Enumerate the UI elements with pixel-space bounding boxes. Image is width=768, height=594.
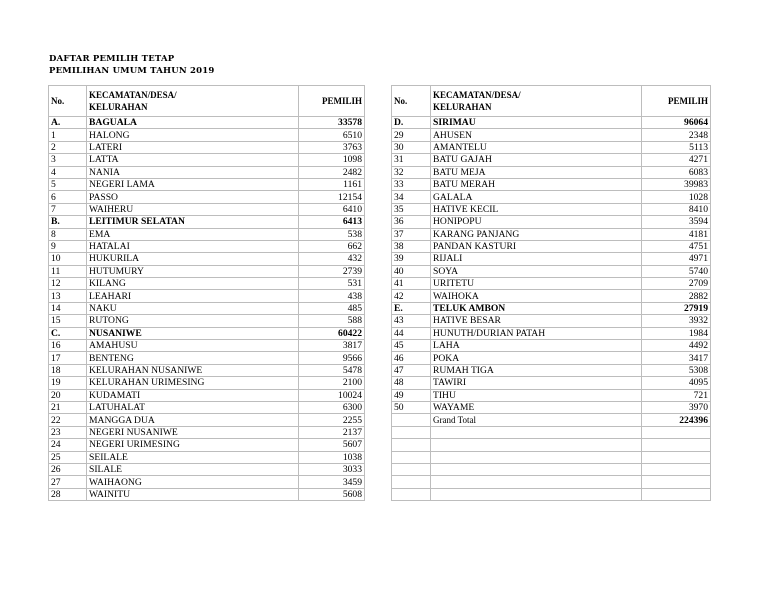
voter-count: 2255 bbox=[299, 414, 365, 426]
row-number: 48 bbox=[392, 377, 431, 389]
row-number: B. bbox=[49, 216, 87, 228]
table-row bbox=[49, 451, 365, 463]
row-number: 50 bbox=[392, 401, 431, 413]
table-row bbox=[392, 488, 711, 500]
table-row bbox=[392, 451, 711, 463]
voter-count: 5607 bbox=[299, 439, 365, 451]
area-name: LEAHARI bbox=[87, 290, 299, 302]
table-row bbox=[392, 290, 711, 302]
voter-count: 3763 bbox=[299, 141, 365, 153]
table-row bbox=[49, 488, 365, 500]
voter-count: 96064 bbox=[642, 117, 711, 129]
area-name: BAGUALA bbox=[87, 117, 299, 129]
voter-count: 3932 bbox=[642, 315, 711, 327]
district-row bbox=[49, 117, 365, 129]
area-name: KARANG PANJANG bbox=[431, 228, 642, 240]
table-row bbox=[392, 240, 711, 252]
voter-count: 1984 bbox=[642, 327, 711, 339]
area-name: AMANTELU bbox=[431, 141, 642, 153]
area-name: KELURAHAN URIMESING bbox=[87, 377, 299, 389]
row-number: 9 bbox=[49, 240, 87, 252]
area-name bbox=[431, 426, 642, 438]
area-name: RUMAH TIGA bbox=[431, 364, 642, 376]
voter-count: 2482 bbox=[299, 166, 365, 178]
area-name: SEILALE bbox=[87, 451, 299, 463]
row-number: 47 bbox=[392, 364, 431, 376]
header-no: No. bbox=[49, 86, 87, 117]
document-title bbox=[49, 53, 214, 77]
voter-count bbox=[642, 463, 711, 475]
area-name: SOYA bbox=[431, 265, 642, 277]
row-number bbox=[392, 463, 431, 475]
header-area-line-1: KECAMATAN/DESA/ bbox=[89, 90, 177, 100]
row-number: 36 bbox=[392, 216, 431, 228]
voter-count: 2882 bbox=[642, 290, 711, 302]
voter-count: 6083 bbox=[642, 166, 711, 178]
grand-total-row bbox=[392, 414, 711, 426]
voter-count: 4492 bbox=[642, 340, 711, 352]
row-number: 13 bbox=[49, 290, 87, 302]
voter-count: 432 bbox=[299, 253, 365, 265]
voter-count: 588 bbox=[299, 315, 365, 327]
table-row bbox=[392, 253, 711, 265]
table-row bbox=[392, 228, 711, 240]
row-number: 46 bbox=[392, 352, 431, 364]
area-name: Grand Total bbox=[431, 414, 642, 426]
row-number: 12 bbox=[49, 278, 87, 290]
area-name: RUTONG bbox=[87, 315, 299, 327]
row-number: 27 bbox=[49, 476, 87, 488]
area-name: LAHA bbox=[431, 340, 642, 352]
row-number: 11 bbox=[49, 265, 87, 277]
table-row bbox=[392, 389, 711, 401]
table-row bbox=[49, 476, 365, 488]
voter-count bbox=[642, 488, 711, 500]
row-number: 24 bbox=[49, 439, 87, 451]
table-row bbox=[49, 203, 365, 215]
voter-count: 1161 bbox=[299, 178, 365, 190]
table-row bbox=[392, 265, 711, 277]
row-number: D. bbox=[392, 117, 431, 129]
area-name: TIHU bbox=[431, 389, 642, 401]
voter-count bbox=[642, 451, 711, 463]
table-row bbox=[49, 129, 365, 141]
row-number: 30 bbox=[392, 141, 431, 153]
voter-count: 3033 bbox=[299, 463, 365, 475]
row-number: 38 bbox=[392, 240, 431, 252]
row-number: 31 bbox=[392, 154, 431, 166]
area-name: POKA bbox=[431, 352, 642, 364]
voter-count: 224396 bbox=[642, 414, 711, 426]
table-row bbox=[49, 253, 365, 265]
row-number: 32 bbox=[392, 166, 431, 178]
voter-count: 4751 bbox=[642, 240, 711, 252]
voter-count bbox=[642, 439, 711, 451]
table-row bbox=[49, 228, 365, 240]
table-header-row bbox=[49, 86, 365, 117]
table-row bbox=[49, 463, 365, 475]
area-name: WAINITU bbox=[87, 488, 299, 500]
row-number bbox=[392, 426, 431, 438]
row-number bbox=[392, 488, 431, 500]
table-row bbox=[49, 141, 365, 153]
table-row bbox=[392, 352, 711, 364]
area-name: SIRIMAU bbox=[431, 117, 642, 129]
table-row bbox=[392, 278, 711, 290]
table-row bbox=[392, 141, 711, 153]
area-name: WAIHAONG bbox=[87, 476, 299, 488]
row-number: 40 bbox=[392, 265, 431, 277]
table-row bbox=[49, 352, 365, 364]
area-name: NEGERI URIMESING bbox=[87, 439, 299, 451]
area-name bbox=[431, 476, 642, 488]
row-number: 49 bbox=[392, 389, 431, 401]
table-row bbox=[49, 401, 365, 413]
voter-count: 27919 bbox=[642, 302, 711, 314]
voter-count: 9566 bbox=[299, 352, 365, 364]
area-name: HONIPOPU bbox=[431, 216, 642, 228]
table-row bbox=[49, 154, 365, 166]
area-name bbox=[431, 463, 642, 475]
voter-count: 5608 bbox=[299, 488, 365, 500]
voter-count: 3459 bbox=[299, 476, 365, 488]
voter-count: 6510 bbox=[299, 129, 365, 141]
table-row bbox=[392, 166, 711, 178]
title-line-1: DAFTAR PEMILIH TETAP bbox=[49, 54, 175, 64]
row-number bbox=[392, 476, 431, 488]
voter-count bbox=[642, 426, 711, 438]
area-name: PANDAN KASTURI bbox=[431, 240, 642, 252]
voter-table-right-body bbox=[392, 86, 711, 501]
voter-count: 4181 bbox=[642, 228, 711, 240]
table-row bbox=[49, 340, 365, 352]
row-number: 3 bbox=[49, 154, 87, 166]
voter-count: 4271 bbox=[642, 154, 711, 166]
voter-count: 5740 bbox=[642, 265, 711, 277]
row-number: 42 bbox=[392, 290, 431, 302]
row-number: C. bbox=[49, 327, 87, 339]
table-row bbox=[49, 290, 365, 302]
voter-count: 2100 bbox=[299, 377, 365, 389]
table-row bbox=[392, 426, 711, 438]
district-row bbox=[49, 327, 365, 339]
area-name: SILALE bbox=[87, 463, 299, 475]
row-number: 37 bbox=[392, 228, 431, 240]
row-number: 34 bbox=[392, 191, 431, 203]
title-line-2: PEMILIHAN UMUM TAHUN 2019 bbox=[49, 66, 215, 76]
area-name bbox=[431, 439, 642, 451]
area-name: LATTA bbox=[87, 154, 299, 166]
table-row bbox=[49, 240, 365, 252]
voter-count: 6410 bbox=[299, 203, 365, 215]
area-name bbox=[431, 451, 642, 463]
row-number: 29 bbox=[392, 129, 431, 141]
area-name: KILANG bbox=[87, 278, 299, 290]
area-name: LEITIMUR SELATAN bbox=[87, 216, 299, 228]
row-number: 35 bbox=[392, 203, 431, 215]
table-row bbox=[392, 216, 711, 228]
area-name: PASSO bbox=[87, 191, 299, 203]
table-row bbox=[392, 364, 711, 376]
voter-count: 721 bbox=[642, 389, 711, 401]
row-number: 33 bbox=[392, 178, 431, 190]
header-area-line-2: KELURAHAN bbox=[89, 102, 148, 112]
header-area bbox=[87, 86, 299, 117]
table-row bbox=[49, 278, 365, 290]
area-name: KELURAHAN NUSANIWE bbox=[87, 364, 299, 376]
voter-table-right bbox=[391, 85, 711, 501]
area-name: AMAHUSU bbox=[87, 340, 299, 352]
table-row bbox=[392, 129, 711, 141]
header-area-line-2: KELURAHAN bbox=[433, 102, 492, 112]
table-row bbox=[49, 439, 365, 451]
table-row bbox=[49, 302, 365, 314]
table-row bbox=[49, 364, 365, 376]
voter-count: 8410 bbox=[642, 203, 711, 215]
voter-count: 33578 bbox=[299, 117, 365, 129]
area-name: NEGERI NUSANIWE bbox=[87, 426, 299, 438]
area-name: RIJALI bbox=[431, 253, 642, 265]
row-number: 23 bbox=[49, 426, 87, 438]
table-row bbox=[49, 166, 365, 178]
row-number: 16 bbox=[49, 340, 87, 352]
area-name: BENTENG bbox=[87, 352, 299, 364]
header-voters: PEMILIH bbox=[642, 86, 711, 117]
header-no: No. bbox=[392, 86, 431, 117]
table-row bbox=[49, 377, 365, 389]
area-name: WAIHOKA bbox=[431, 290, 642, 302]
area-name: NAKU bbox=[87, 302, 299, 314]
row-number: 10 bbox=[49, 253, 87, 265]
area-name: EMA bbox=[87, 228, 299, 240]
table-row bbox=[49, 414, 365, 426]
area-name: HATIVE KECIL bbox=[431, 203, 642, 215]
row-number bbox=[392, 451, 431, 463]
voter-count: 5308 bbox=[642, 364, 711, 376]
table-row bbox=[392, 377, 711, 389]
area-name: NUSANIWE bbox=[87, 327, 299, 339]
header-area bbox=[431, 86, 642, 117]
district-row bbox=[49, 216, 365, 228]
voter-count: 3970 bbox=[642, 401, 711, 413]
area-name: BATU GAJAH bbox=[431, 154, 642, 166]
voter-count: 538 bbox=[299, 228, 365, 240]
table-row bbox=[392, 463, 711, 475]
row-number: E. bbox=[392, 302, 431, 314]
voter-table-left bbox=[48, 85, 365, 501]
area-name: BATU MERAH bbox=[431, 178, 642, 190]
table-row bbox=[392, 203, 711, 215]
row-number: 22 bbox=[49, 414, 87, 426]
area-name: LATUHALAT bbox=[87, 401, 299, 413]
area-name: URITETU bbox=[431, 278, 642, 290]
table-row bbox=[392, 340, 711, 352]
voter-count: 4095 bbox=[642, 377, 711, 389]
district-row bbox=[392, 117, 711, 129]
voter-count: 2348 bbox=[642, 129, 711, 141]
voter-count: 5478 bbox=[299, 364, 365, 376]
table-row bbox=[392, 401, 711, 413]
row-number: 45 bbox=[392, 340, 431, 352]
voter-count: 2739 bbox=[299, 265, 365, 277]
area-name: WAYAME bbox=[431, 401, 642, 413]
area-name: NANIA bbox=[87, 166, 299, 178]
voter-count: 1038 bbox=[299, 451, 365, 463]
table-row bbox=[392, 327, 711, 339]
voter-count: 662 bbox=[299, 240, 365, 252]
voter-count: 12154 bbox=[299, 191, 365, 203]
row-number: 25 bbox=[49, 451, 87, 463]
voter-count bbox=[642, 476, 711, 488]
area-name bbox=[431, 488, 642, 500]
row-number: 20 bbox=[49, 389, 87, 401]
area-name: HATALAI bbox=[87, 240, 299, 252]
area-name: NEGERI LAMA bbox=[87, 178, 299, 190]
row-number: 43 bbox=[392, 315, 431, 327]
table-row bbox=[49, 315, 365, 327]
table-row bbox=[392, 191, 711, 203]
row-number: 2 bbox=[49, 141, 87, 153]
voter-count: 39983 bbox=[642, 178, 711, 190]
table-row bbox=[392, 315, 711, 327]
voter-count: 1098 bbox=[299, 154, 365, 166]
table-row bbox=[392, 476, 711, 488]
table-row bbox=[49, 178, 365, 190]
row-number: 1 bbox=[49, 129, 87, 141]
table-row bbox=[49, 389, 365, 401]
row-number: 15 bbox=[49, 315, 87, 327]
row-number: 19 bbox=[49, 377, 87, 389]
voter-count: 6300 bbox=[299, 401, 365, 413]
voter-count: 10024 bbox=[299, 389, 365, 401]
row-number: 4 bbox=[49, 166, 87, 178]
district-row bbox=[392, 302, 711, 314]
area-name: AHUSEN bbox=[431, 129, 642, 141]
voter-count: 485 bbox=[299, 302, 365, 314]
row-number: 6 bbox=[49, 191, 87, 203]
row-number: 18 bbox=[49, 364, 87, 376]
header-voters: PEMILIH bbox=[299, 86, 365, 117]
voter-count: 3417 bbox=[642, 352, 711, 364]
area-name: HUNUTH/DURIAN PATAH bbox=[431, 327, 642, 339]
row-number bbox=[392, 414, 431, 426]
table-header-row bbox=[392, 86, 711, 117]
row-number: 26 bbox=[49, 463, 87, 475]
voter-count: 5113 bbox=[642, 141, 711, 153]
voter-count: 3817 bbox=[299, 340, 365, 352]
area-name: LATERI bbox=[87, 141, 299, 153]
table-row bbox=[392, 439, 711, 451]
table-row bbox=[392, 178, 711, 190]
voter-count: 1028 bbox=[642, 191, 711, 203]
area-name: GALALA bbox=[431, 191, 642, 203]
row-number: 17 bbox=[49, 352, 87, 364]
voter-count: 2709 bbox=[642, 278, 711, 290]
voter-count: 6413 bbox=[299, 216, 365, 228]
area-name: TELUK AMBON bbox=[431, 302, 642, 314]
row-number: 14 bbox=[49, 302, 87, 314]
voter-count: 531 bbox=[299, 278, 365, 290]
voter-table-left-body bbox=[49, 86, 365, 501]
table-row bbox=[49, 265, 365, 277]
row-number: 41 bbox=[392, 278, 431, 290]
voter-count: 60422 bbox=[299, 327, 365, 339]
table-row bbox=[49, 426, 365, 438]
row-number: A. bbox=[49, 117, 87, 129]
area-name: KUDAMATI bbox=[87, 389, 299, 401]
area-name: HATIVE BESAR bbox=[431, 315, 642, 327]
row-number: 39 bbox=[392, 253, 431, 265]
area-name: WAIHERU bbox=[87, 203, 299, 215]
row-number: 8 bbox=[49, 228, 87, 240]
header-area-line-1: KECAMATAN/DESA/ bbox=[433, 90, 521, 100]
area-name: HALONG bbox=[87, 129, 299, 141]
voter-count: 4971 bbox=[642, 253, 711, 265]
area-name: TAWIRI bbox=[431, 377, 642, 389]
row-number: 7 bbox=[49, 203, 87, 215]
row-number: 21 bbox=[49, 401, 87, 413]
area-name: BATU MEJA bbox=[431, 166, 642, 178]
voter-count: 3594 bbox=[642, 216, 711, 228]
area-name: HUKURILA bbox=[87, 253, 299, 265]
table-row bbox=[392, 154, 711, 166]
table-row bbox=[49, 191, 365, 203]
area-name: HUTUMURY bbox=[87, 265, 299, 277]
area-name: MANGGA DUA bbox=[87, 414, 299, 426]
row-number bbox=[392, 439, 431, 451]
row-number: 28 bbox=[49, 488, 87, 500]
row-number: 44 bbox=[392, 327, 431, 339]
voter-count: 438 bbox=[299, 290, 365, 302]
voter-count: 2137 bbox=[299, 426, 365, 438]
row-number: 5 bbox=[49, 178, 87, 190]
